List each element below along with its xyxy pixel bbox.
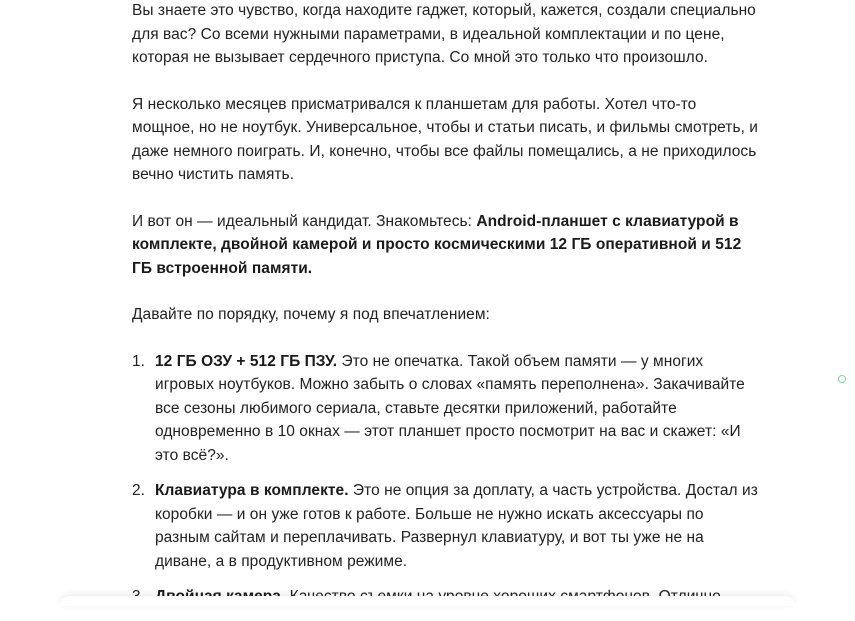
paragraph-intro	[132, 210, 762, 281]
paragraph-lead: Давайте по порядку, почему я под впечатлением:	[132, 306, 490, 323]
list-item-text: Это не опция за доплату, а часть устройства. Достал из коробки — и он уже готов к работе. Больше не нужно искать аксессуары по разным сайтам и переплачивать. Развернул клавиатуру, и вот ты уже не на диване, а в продуктивном режиме.	[155, 482, 758, 570]
list-item-number: 2.	[132, 482, 146, 499]
list-item-text: Это не опечатка. Такой объем памяти — у многих игровых ноутбуков. Можно забыть о словах «память переполнена». Закачивайте все сезоны любимого сериала, ставьте десятки приложений, работайте одновременно в 10 окнах — этот планшет просто посмотрит на вас и скажет: «И это всё?».	[155, 352, 745, 464]
list-item-title: 12 ГБ ОЗУ + 512 ГБ ПЗУ.	[155, 352, 338, 370]
list-item	[132, 350, 762, 468]
intro-text: И вот он — идеальный кандидат. Знакомьтесь:	[132, 212, 477, 230]
list-item-number: 1.	[132, 352, 146, 370]
list-item	[132, 479, 762, 573]
article-body	[132, 0, 762, 621]
paragraph-2: Я несколько месяцев присматривался к планшетам для работы. Хотел что-то мощное, но не ноутбук. Универсальное, чтобы и статьи писать, и фильмы смотреть, и даже немного поиграть. И, конечно, чтобы все файлы помещались, а не приходилось вечно чистить память.	[132, 95, 759, 183]
list-item-title: Клавиатура в комплекте.	[155, 482, 349, 499]
intro-highlight: Android-планшет с клавиатурой в комплекте, двойной камерой и просто космическими 12 ГБ оперативной и 512 ГБ встроенной памяти.	[132, 212, 742, 277]
feature-list	[132, 350, 762, 609]
status-dot-icon	[838, 375, 846, 383]
bottom-panel-edge	[60, 596, 795, 606]
paragraph-1: Вы знаете это чувство, когда находите гаджет, который, кажется, создали специально для вас? Со всеми нужными параметрами, в идеальной комплектации и по цене, которая не вызывает сердечного приступа. Со мной это только что произошло.	[132, 2, 756, 66]
